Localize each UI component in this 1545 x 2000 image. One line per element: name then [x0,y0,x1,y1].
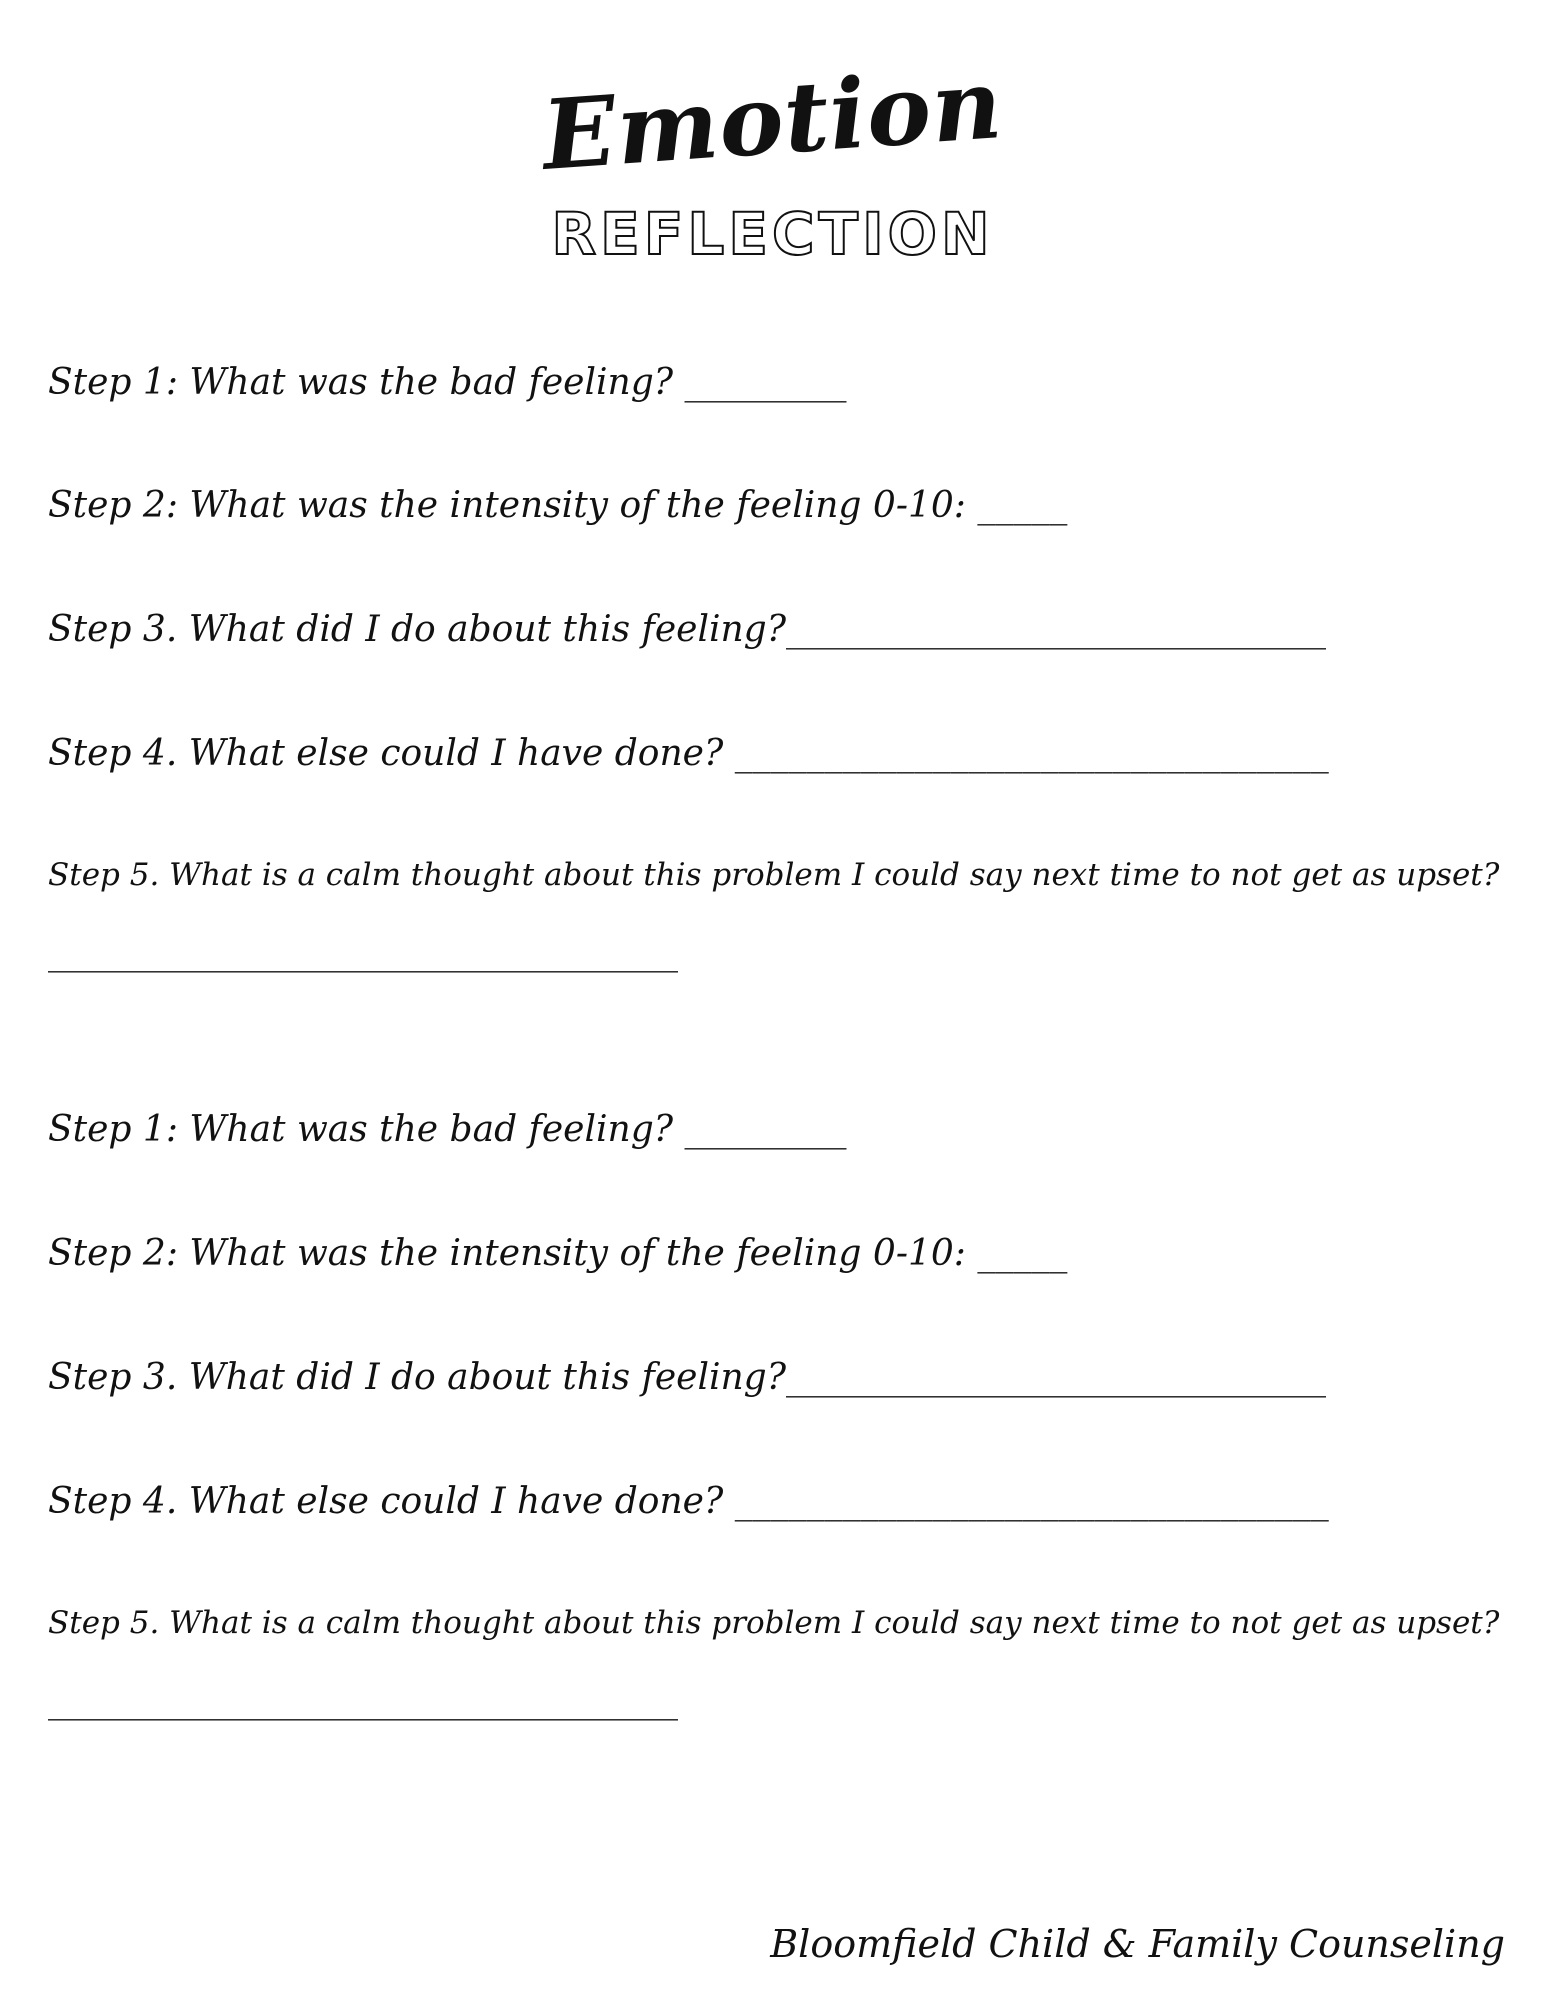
section-1-step-5-blank: ___________________________________ [48,932,678,973]
section-1-step-4: Step 4. What else could I have done? _________________________________ [48,733,1329,774]
footer-organization: Bloomfield Child & Family Counseling [770,1922,1505,1966]
worksheet-title: Emotion [538,47,1007,192]
worksheet-subtitle: REFLECTION [551,200,994,268]
section-2-step-1: Step 1: What was the bad feeling? _________ [48,1109,847,1150]
section-1-step-2: Step 2: What was the intensity of the feeling 0-10: _____ [48,485,1068,526]
section-1-step-3: Step 3. What did I do about this feeling?______________________________ [48,609,1326,650]
section-2-step-5-blank: ___________________________________ [48,1680,678,1721]
section-2-step-2: Step 2: What was the intensity of the feeling 0-10: _____ [48,1233,1068,1274]
section-1-step-1: Step 1: What was the bad feeling? _________ [48,362,847,403]
section-2-step-4: Step 4. What else could I have done? _________________________________ [48,1481,1329,1522]
section-2-step-3: Step 3. What did I do about this feeling?______________________________ [48,1357,1326,1398]
section-2-step-5: Step 5. What is a calm thought about this problem I could say next time to not get as upset? [48,1605,1500,1641]
section-1-step-5: Step 5. What is a calm thought about this problem I could say next time to not get as upset? [48,857,1500,893]
